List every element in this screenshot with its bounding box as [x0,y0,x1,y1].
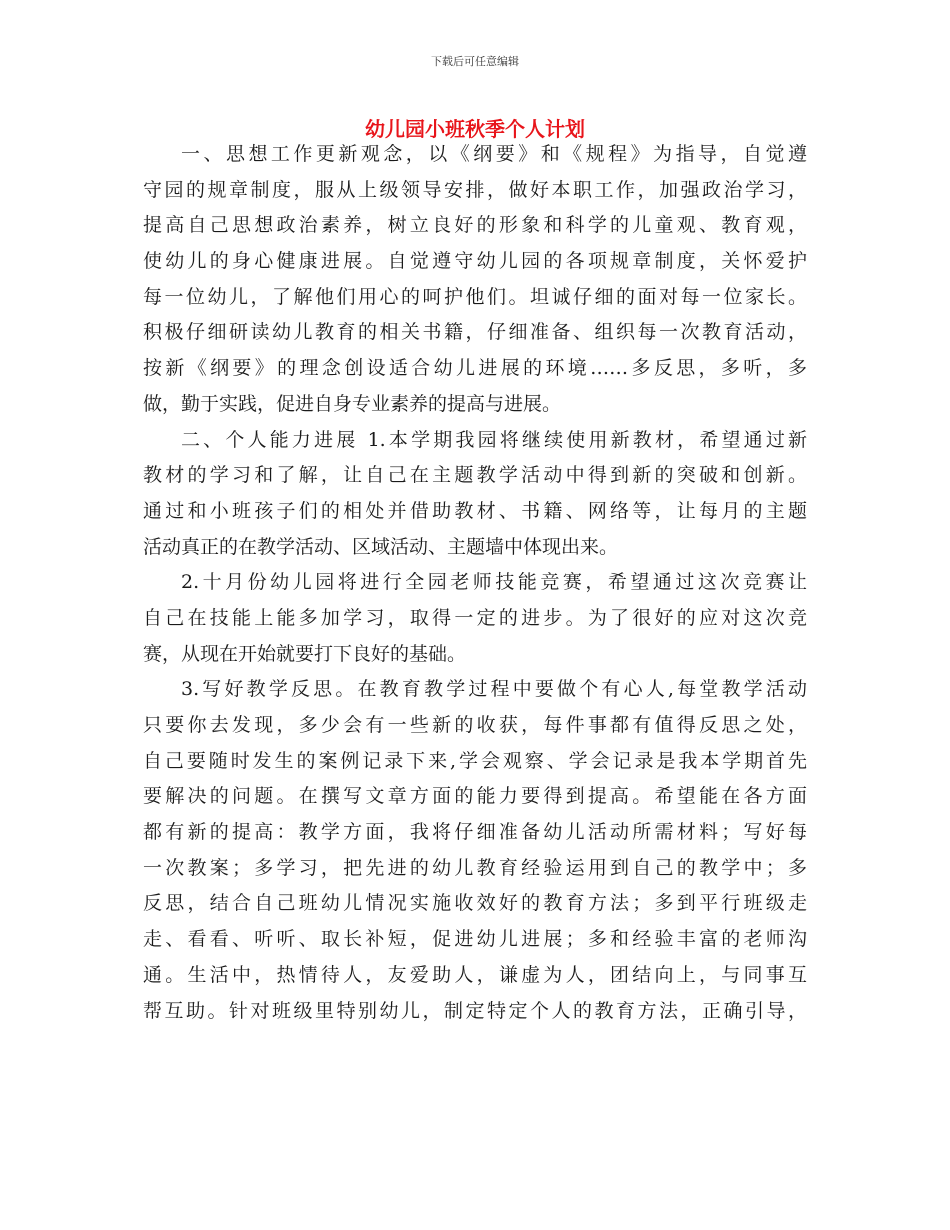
paragraph-line: 提高自己思想政治素养，树立良好的形象和科学的儿童观、教育观， [143,214,807,237]
paragraph-line: 赛，从现在开始就要打下良好的基础。 [143,642,467,665]
paragraph-line: 通过和小班孩子们的相处并借助教材、书籍、网络等，让每月的主题 [143,499,807,522]
document-title: 幼儿园小班秋季个人计划 [365,117,585,141]
paragraph-line: 按新《纲要》的理念创设适合幼儿进展的环境……多反思，多听，多 [143,357,807,380]
paragraph-line: 3.写好教学反思。在教育教学过程中要做个有心人,每堂教学活动 [181,678,807,701]
paragraph-line: 走、看看、听听、取长补短，促进幼儿进展；多和经验丰富的老师沟 [143,928,807,951]
paragraph-line: 只要你去发现，多少会有一些新的收获，每件事都有值得反思之处， [143,714,807,736]
paragraph-line: 守园的规章制度，服从上级领导安排，做好本职工作，加强政治学习， [143,178,807,201]
paragraph-line: 都有新的提高：教学方面，我将仔细准备幼儿活动所需材料；写好每 [143,821,807,844]
paragraph-line: 自己在技能上能多加学习，取得一定的进步。为了很好的应对这次竞 [143,606,807,629]
paragraph-line: 自己要随时发生的案例记录下来,学会观察、学会记录是我本学期首先 [143,749,807,772]
paragraph-line: 一次教案；多学习，把先进的幼儿教育经验运用到自己的教学中；多 [143,856,807,879]
paragraph-line: 做，勤于实践，促进自身专业素养的提高与进展。 [143,392,562,415]
paragraph-line: 2.十月份幼儿园将进行全园老师技能竞赛，希望通过这次竞赛让 [181,571,807,594]
paragraph-line: 活动真正的在教学活动、区域活动、主题墙中体现出来。 [143,535,619,558]
document-body [143,137,807,1029]
paragraph-line: 教材的学习和了解，让自己在主题教学活动中得到新的突破和创新。 [143,464,807,487]
paragraph-line: 二、个人能力进展 1.本学期我园将继续使用新教材，希望通过新 [181,428,807,451]
page-header-note: 下载后可任意编辑 [431,55,519,68]
paragraph-line: 通。生活中，热情待人，友爱助人，谦虚为人，团结向上，与同事互 [143,963,807,986]
paragraph-line: 要解决的问题。在撰写文章方面的能力要得到提高。希望能在各方面 [143,785,807,808]
paragraph-line: 使幼儿的身心健康进展。自觉遵守幼儿园的各项规章制度，关怀爱护 [143,250,807,273]
paragraph-line: 反思，结合自己班幼儿情况实施收效好的教育方法；多到平行班级走 [143,892,807,915]
paragraph-line: 帮互助。针对班级里特别幼儿，制定特定个人的教育方法，正确引导， [143,999,807,1022]
paragraph-line: 一、思想工作更新观念，以《纲要》和《规程》为指导，自觉遵 [181,143,807,165]
paragraph-line: 每一位幼儿，了解他们用心的呵护他们。坦诚仔细的面对每一位家长。 [143,285,807,308]
paragraph-line: 积极仔细研读幼儿教育的相关书籍，仔细准备、组织每一次教育活动， [143,321,807,344]
